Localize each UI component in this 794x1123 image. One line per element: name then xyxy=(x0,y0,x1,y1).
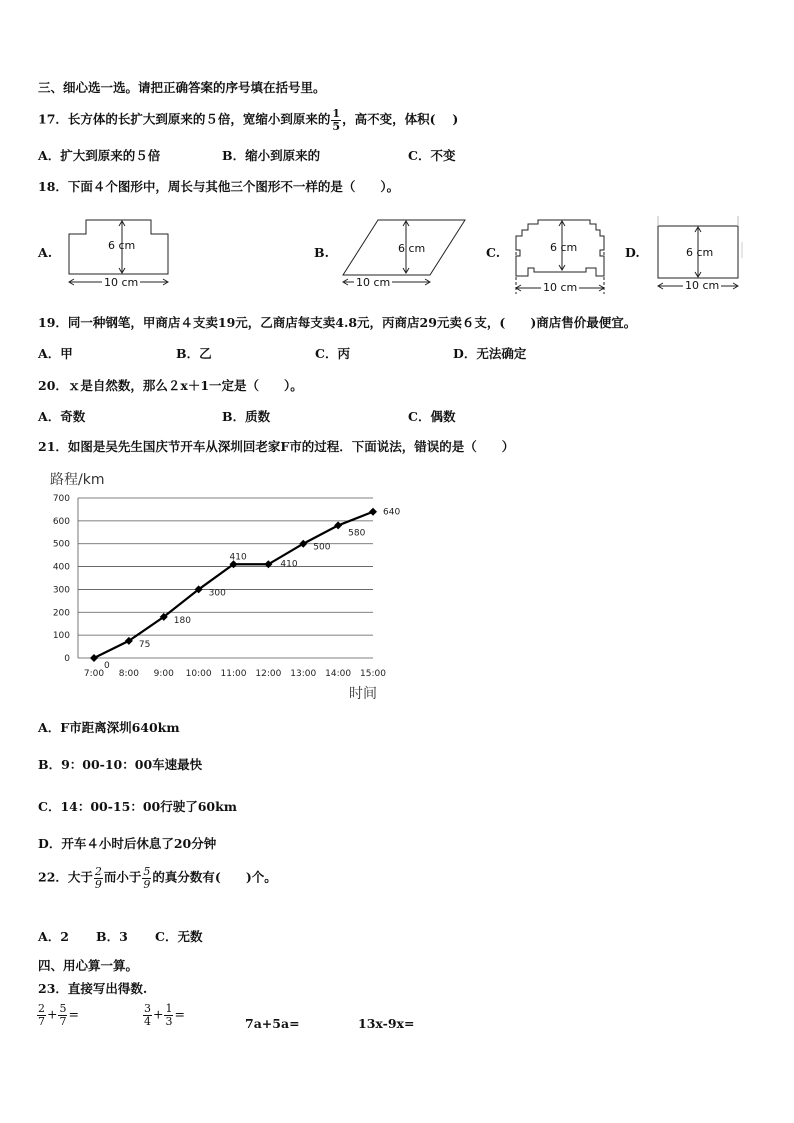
data-label: 580 xyxy=(348,528,366,539)
shape-a-height-label: 6 cm xyxy=(108,239,136,252)
shape-c-width-label: 10 cm xyxy=(543,281,578,294)
q19-option-d[interactable]: D．无法确定 xyxy=(453,346,527,361)
q22-option-a[interactable]: A．2 xyxy=(38,929,69,944)
question-21: 21．如图是吴先生国庆节开车从深圳回老家F市的过程．下面说法，错误的是（ ） xyxy=(38,439,515,454)
q17-text-post: ，高不变，体积( ) xyxy=(342,111,459,127)
q18-label-a[interactable]: A. xyxy=(38,245,53,260)
shape-b-height-label: 6 cm xyxy=(398,242,426,255)
x-tick-label: 14:00 xyxy=(325,669,352,679)
y-axis-title: 路程/km xyxy=(50,472,105,488)
data-label: 410 xyxy=(229,552,247,563)
q23-expression-3: 7a+5a= xyxy=(245,1016,300,1031)
q18-label-b[interactable]: B. xyxy=(314,245,329,260)
q23-e1-fraction-b: $\frac{5}{7}$ xyxy=(59,1002,67,1028)
data-label: 300 xyxy=(208,588,226,599)
q18-label-d[interactable]: D. xyxy=(625,245,640,260)
q22-option-c[interactable]: C．无数 xyxy=(155,929,203,944)
q23-e1-fraction-a: $\frac{2}{7}$ xyxy=(38,1002,45,1028)
x-tick-label: 13:00 xyxy=(290,669,317,679)
q17-option-b[interactable]: B．缩小到原来的 xyxy=(222,148,321,163)
q18-label-c[interactable]: C. xyxy=(486,245,501,260)
q22-text-pre: 22．大于 xyxy=(38,869,93,885)
q19-option-c[interactable]: C．丙 xyxy=(315,346,350,361)
data-label: 640 xyxy=(383,507,401,518)
x-tick-label: 8:00 xyxy=(118,669,139,679)
question-20: 20．ｘ是自然数，那么２x＋1一定是（ ）。 xyxy=(38,378,303,393)
question-18: 18．下面４个图形中，周长与其他三个图形不一样的是（ ）。 xyxy=(38,179,400,194)
y-tick-label: 700 xyxy=(52,494,70,504)
y-tick-label: 500 xyxy=(52,539,70,550)
q22-option-b[interactable]: B．3 xyxy=(96,929,128,944)
x-tick-label: 11:00 xyxy=(220,669,247,679)
q20-option-c[interactable]: C．偶数 xyxy=(408,409,456,424)
section-heading-3: 三、细心选一选。请把正确答案的序号填在括号里。 xyxy=(38,80,326,95)
q19-option-a[interactable]: A．甲 xyxy=(38,346,73,361)
q17-text-pre: 17．长方体的长扩大到原来的５倍，宽缩小到原来的 xyxy=(38,111,331,127)
q20-option-b[interactable]: B．质数 xyxy=(222,409,271,424)
q22-fraction-2: $\frac{5}{9}$ xyxy=(143,865,151,891)
q17-fraction: $\frac{1}{5}$ xyxy=(332,107,341,133)
shape-c-height-label: 6 cm xyxy=(550,241,578,254)
question-22 xyxy=(38,866,277,890)
y-tick-label: 100 xyxy=(52,631,70,642)
section-heading-4: 四、用心算一算。 xyxy=(38,958,139,973)
y-tick-label: 300 xyxy=(52,585,70,596)
shape-d-height-label: 6 cm xyxy=(686,246,714,259)
x-axis-title: 时间 xyxy=(349,686,377,702)
question-19: 19．同一种钢笔，甲商店４支卖19元，乙商店每支卖4.8元，丙商店29元卖６支，( )商店售价最便宜。 xyxy=(38,315,637,330)
y-tick-label: 600 xyxy=(52,516,70,527)
q20-option-a[interactable]: A．奇数 xyxy=(38,409,86,424)
q23-e2-equals: = xyxy=(174,1006,185,1022)
question-17 xyxy=(38,108,458,132)
q23-expression-4: 13x-9x= xyxy=(358,1016,415,1031)
q19-option-b[interactable]: B．乙 xyxy=(176,346,212,361)
shape-b-width-label: 10 cm xyxy=(356,276,391,289)
q21-option-c[interactable]: C．14：00-15：00行驶了60km xyxy=(38,799,237,814)
q23-expression-2 xyxy=(142,1003,185,1027)
q23-e2-operator: + xyxy=(153,1006,164,1022)
data-point xyxy=(369,508,377,516)
distance-time-chart xyxy=(38,462,401,704)
data-label: 410 xyxy=(280,559,298,570)
y-tick-label: 400 xyxy=(52,562,70,573)
x-tick-label: 10:00 xyxy=(185,669,212,679)
series-line xyxy=(94,512,373,658)
q21-option-d[interactable]: D．开车４小时后休息了20分钟 xyxy=(38,836,217,851)
x-tick-label: 9:00 xyxy=(153,669,174,679)
data-label: 500 xyxy=(313,542,331,553)
q23-e2-fraction-b: $\frac{1}{3}$ xyxy=(165,1002,173,1028)
x-tick-label: 15:00 xyxy=(360,669,386,679)
shape-d-width-label: 10 cm xyxy=(685,279,720,292)
question-23: 23．直接写出得数. xyxy=(38,981,148,996)
data-point xyxy=(90,654,98,662)
q22-fraction-1: $\frac{2}{9}$ xyxy=(94,865,102,891)
y-tick-label: 0 xyxy=(64,654,70,664)
data-point xyxy=(334,521,342,529)
data-label: 0 xyxy=(104,661,110,671)
q23-e1-operator: + xyxy=(47,1006,58,1022)
q22-text-mid: 而小于 xyxy=(103,869,142,885)
x-tick-label: 7:00 xyxy=(83,669,105,679)
shape-a-width-label: 10 cm xyxy=(104,276,139,289)
q21-option-a[interactable]: A．F市距离深圳640km xyxy=(38,720,180,735)
x-tick-label: 12:00 xyxy=(255,669,282,679)
q22-text-post: 的真分数有( )个。 xyxy=(152,869,277,885)
q23-e2-fraction-a: $\frac{3}{4}$ xyxy=(144,1002,151,1028)
data-label: 75 xyxy=(138,639,151,650)
data-label: 180 xyxy=(173,615,191,626)
q23-e1-equals: = xyxy=(68,1006,79,1022)
q17-option-c[interactable]: C．不变 xyxy=(408,148,456,163)
q23-expression-1 xyxy=(36,1003,79,1027)
q21-option-b[interactable]: B．9：00-10：00车速最快 xyxy=(38,757,203,772)
q17-option-a[interactable]: A．扩大到原来的５倍 xyxy=(38,148,161,163)
y-tick-label: 200 xyxy=(52,608,70,619)
